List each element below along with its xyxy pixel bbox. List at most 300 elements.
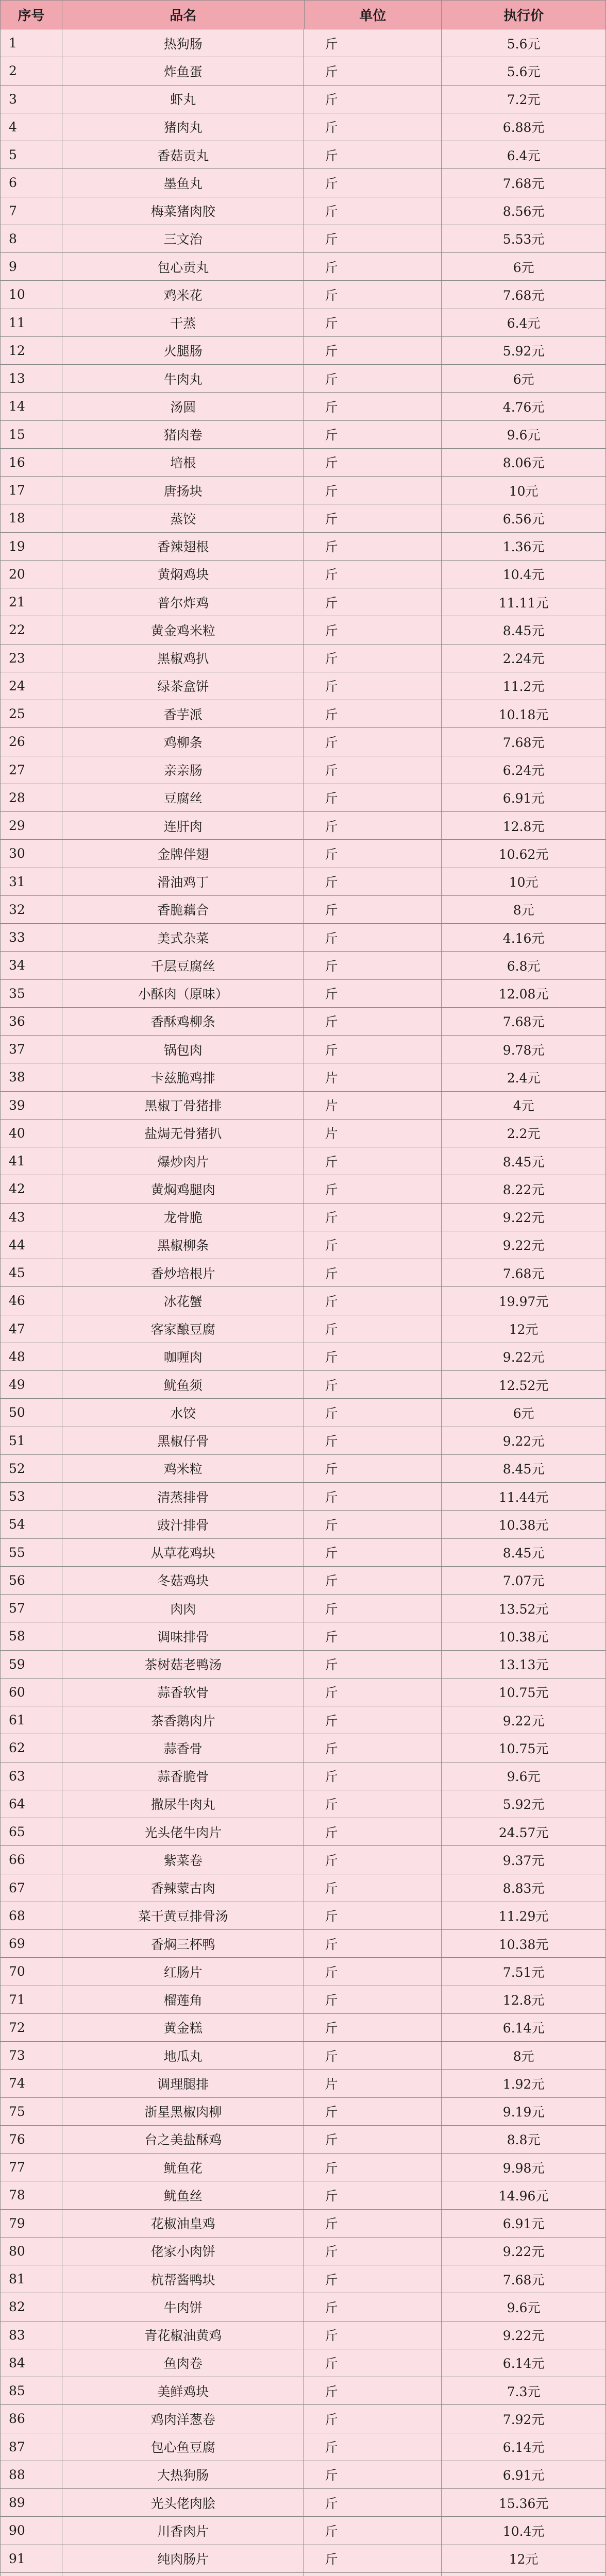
table-row bbox=[1, 2210, 606, 2238]
row-price: 6元 bbox=[442, 253, 606, 281]
row-item-name: 地瓜丸 bbox=[62, 2042, 305, 2070]
table-row bbox=[1, 365, 606, 393]
table-row bbox=[1, 2377, 606, 2405]
row-serial-number: 14 bbox=[1, 393, 62, 420]
row-unit: 斤 bbox=[304, 1790, 442, 1818]
row-serial-number: 50 bbox=[1, 1399, 62, 1427]
table-row bbox=[1, 756, 606, 784]
row-price: 9.22元 bbox=[442, 1706, 606, 1734]
table-row bbox=[1, 337, 606, 365]
table-row bbox=[1, 2517, 606, 2545]
row-item-name: 猪肉丸 bbox=[62, 113, 305, 141]
row-item-name: 菜干黄豆排骨汤 bbox=[62, 1902, 305, 1930]
row-serial-number: 17 bbox=[1, 477, 62, 504]
row-item-name bbox=[62, 2573, 305, 2576]
row-serial-number: 6 bbox=[1, 169, 62, 197]
table-row bbox=[1, 672, 606, 700]
row-item-name: 肉肉 bbox=[62, 1595, 305, 1622]
row-item-name: 纯肉肠片 bbox=[62, 2545, 305, 2573]
row-serial-number: 60 bbox=[1, 1679, 62, 1706]
row-item-name: 爆炒肉片 bbox=[62, 1147, 305, 1175]
row-serial-number: 57 bbox=[1, 1595, 62, 1622]
row-serial-number: 3 bbox=[1, 86, 62, 113]
row-price: 4.76元 bbox=[442, 393, 606, 420]
row-serial-number: 38 bbox=[1, 1063, 62, 1091]
row-serial-number: 44 bbox=[1, 1231, 62, 1259]
row-price: 4元 bbox=[442, 1092, 606, 1120]
row-item-name: 黑椒仔骨 bbox=[62, 1427, 305, 1455]
table-row bbox=[1, 1595, 606, 1622]
row-item-name: 黄金鸡米粒 bbox=[62, 616, 305, 644]
header-unit: 单位 bbox=[305, 1, 442, 29]
row-serial-number: 24 bbox=[1, 672, 62, 700]
row-price: 9.22元 bbox=[442, 2321, 606, 2349]
table-row bbox=[1, 1651, 606, 1679]
row-price: 8.06元 bbox=[442, 449, 606, 477]
row-price: 9.6元 bbox=[442, 2293, 606, 2321]
row-unit: 斤 bbox=[304, 561, 442, 588]
table-row bbox=[1, 2405, 606, 2433]
table-row bbox=[1, 2433, 606, 2461]
row-unit: 斤 bbox=[304, 1734, 442, 1762]
row-price: 6.56元 bbox=[442, 504, 606, 532]
row-item-name: 茶香鹅肉片 bbox=[62, 1706, 305, 1734]
row-serial-number: 16 bbox=[1, 449, 62, 477]
row-item-name: 花椒油皇鸡 bbox=[62, 2210, 305, 2238]
row-unit: 斤 bbox=[304, 2405, 442, 2433]
table-row bbox=[1, 1147, 606, 1175]
row-unit: 斤 bbox=[304, 533, 442, 561]
table-row bbox=[1, 2014, 606, 2042]
row-price: 6.8元 bbox=[442, 952, 606, 979]
row-serial-number: 76 bbox=[1, 2126, 62, 2154]
row-serial-number: 9 bbox=[1, 253, 62, 281]
row-unit: 斤 bbox=[304, 1147, 442, 1175]
table-row bbox=[1, 1231, 606, 1259]
row-price: 6.14元 bbox=[442, 2349, 606, 2377]
row-serial-number: 65 bbox=[1, 1818, 62, 1846]
row-unit: 斤 bbox=[304, 2517, 442, 2545]
row-unit: 斤 bbox=[304, 169, 442, 197]
row-serial-number: 70 bbox=[1, 1958, 62, 1986]
row-serial-number: 47 bbox=[1, 1315, 62, 1343]
row-item-name: 青花椒油黄鸡 bbox=[62, 2321, 305, 2349]
row-unit: 斤 bbox=[304, 225, 442, 253]
row-serial-number: 71 bbox=[1, 1986, 62, 2014]
row-serial-number: 63 bbox=[1, 1762, 62, 1790]
row-item-name: 包心鱼豆腐 bbox=[62, 2433, 305, 2461]
row-item-name: 美鲜鸡块 bbox=[62, 2377, 305, 2405]
row-price: 7.07元 bbox=[442, 1567, 606, 1595]
row-serial-number: 48 bbox=[1, 1343, 62, 1371]
row-serial-number: 86 bbox=[1, 2405, 62, 2433]
table-row bbox=[1, 645, 606, 672]
row-item-name: 黑椒鸡扒 bbox=[62, 645, 305, 672]
row-price: 2.4元 bbox=[442, 1063, 606, 1091]
row-item-name: 台之美盐酥鸡 bbox=[62, 2126, 305, 2154]
row-serial-number: 66 bbox=[1, 1846, 62, 1874]
row-item-name: 火腿肠 bbox=[62, 337, 305, 365]
row-item-name: 香酥鸡柳条 bbox=[62, 1008, 305, 1036]
row-unit: 斤 bbox=[304, 197, 442, 225]
row-serial-number: 75 bbox=[1, 2098, 62, 2126]
row-serial-number: 36 bbox=[1, 1008, 62, 1036]
row-serial-number: 40 bbox=[1, 1120, 62, 1147]
row-item-name: 金牌伴翅 bbox=[62, 840, 305, 868]
table-row bbox=[1, 2154, 606, 2181]
row-serial-number: 69 bbox=[1, 1930, 62, 1958]
row-serial-number: 28 bbox=[1, 784, 62, 812]
table-row bbox=[1, 253, 606, 281]
row-item-name: 锅包肉 bbox=[62, 1036, 305, 1063]
row-item-name: 豆腐丝 bbox=[62, 784, 305, 812]
row-serial-number: 21 bbox=[1, 588, 62, 616]
table-row bbox=[1, 1175, 606, 1203]
table-row bbox=[1, 812, 606, 840]
table-row bbox=[1, 924, 606, 952]
table-row bbox=[1, 197, 606, 225]
row-item-name: 盐焗无骨猪扒 bbox=[62, 1120, 305, 1147]
row-serial-number: 10 bbox=[1, 281, 62, 309]
row-item-name: 香辣蒙古肉 bbox=[62, 1874, 305, 1902]
row-item-name: 红肠片 bbox=[62, 1958, 305, 1986]
row-item-name: 蒸饺 bbox=[62, 504, 305, 532]
row-price: 13.13元 bbox=[442, 1651, 606, 1679]
row-unit: 斤 bbox=[304, 2433, 442, 2461]
row-serial-number: 52 bbox=[1, 1455, 62, 1483]
row-item-name: 培根 bbox=[62, 449, 305, 477]
row-unit: 斤 bbox=[304, 2210, 442, 2238]
table-row bbox=[1, 1874, 606, 1902]
row-serial-number: 7 bbox=[1, 197, 62, 225]
row-unit: 斤 bbox=[304, 980, 442, 1008]
row-serial-number: 19 bbox=[1, 533, 62, 561]
table-row bbox=[1, 1622, 606, 1650]
row-price: 8.56元 bbox=[442, 197, 606, 225]
row-price: 10.4元 bbox=[442, 2517, 606, 2545]
row-serial-number: 85 bbox=[1, 2377, 62, 2405]
row-item-name: 豉汁排骨 bbox=[62, 1511, 305, 1538]
row-unit: 斤 bbox=[304, 449, 442, 477]
row-serial-number: 56 bbox=[1, 1567, 62, 1595]
table-row bbox=[1, 1902, 606, 1930]
row-price: 6元 bbox=[442, 365, 606, 393]
row-unit: 斤 bbox=[304, 1930, 442, 1958]
row-serial-number: 8 bbox=[1, 225, 62, 253]
row-serial-number: 49 bbox=[1, 1371, 62, 1399]
row-unit: 斤 bbox=[304, 253, 442, 281]
row-item-name: 鸡米粒 bbox=[62, 1455, 305, 1483]
row-unit: 斤 bbox=[304, 1259, 442, 1287]
row-price: 10元 bbox=[442, 868, 606, 896]
row-price: 8.45元 bbox=[442, 1455, 606, 1483]
row-item-name: 鸡柳条 bbox=[62, 728, 305, 756]
row-unit: 斤 bbox=[304, 2042, 442, 2070]
row-price: 11.44元 bbox=[442, 1483, 606, 1511]
row-unit: 斤 bbox=[304, 1204, 442, 1231]
table-row bbox=[1, 1790, 606, 1818]
row-serial-number: 43 bbox=[1, 1204, 62, 1231]
row-unit: 斤 bbox=[304, 812, 442, 840]
row-serial-number: 26 bbox=[1, 728, 62, 756]
row-price: 7.68元 bbox=[442, 2265, 606, 2293]
table-row bbox=[1, 1120, 606, 1147]
row-unit: 斤 bbox=[304, 2349, 442, 2377]
row-unit: 斤 bbox=[304, 29, 442, 57]
row-price: 8.22元 bbox=[442, 1175, 606, 1203]
table-row bbox=[1, 1986, 606, 2014]
table-row bbox=[1, 980, 606, 1008]
row-price: 6.4元 bbox=[442, 141, 606, 169]
row-serial-number: 61 bbox=[1, 1706, 62, 1734]
table-body bbox=[1, 29, 606, 2576]
row-serial-number: 90 bbox=[1, 2517, 62, 2545]
row-item-name: 普尔炸鸡 bbox=[62, 588, 305, 616]
row-serial-number: 64 bbox=[1, 1790, 62, 1818]
row-price: 7.68元 bbox=[442, 1008, 606, 1036]
table-row bbox=[1, 29, 606, 57]
row-item-name: 香菇贡丸 bbox=[62, 141, 305, 169]
table-row bbox=[1, 1818, 606, 1846]
row-price: 2.24元 bbox=[442, 645, 606, 672]
table-row bbox=[1, 1092, 606, 1120]
row-unit: 片 bbox=[304, 1120, 442, 1147]
row-serial-number: 74 bbox=[1, 2070, 62, 2097]
row-price: 7.51元 bbox=[442, 1958, 606, 1986]
row-unit: 斤 bbox=[304, 309, 442, 337]
table-row bbox=[1, 1036, 606, 1063]
row-unit: 斤 bbox=[304, 672, 442, 700]
row-serial-number: 77 bbox=[1, 2154, 62, 2181]
table-row bbox=[1, 1930, 606, 1958]
row-serial-number: 41 bbox=[1, 1147, 62, 1175]
row-unit: 斤 bbox=[304, 1986, 442, 2014]
table-row bbox=[1, 421, 606, 449]
table-row bbox=[1, 1343, 606, 1371]
row-unit: 斤 bbox=[304, 2154, 442, 2181]
row-serial-number: 22 bbox=[1, 616, 62, 644]
row-item-name: 黄焖鸡块 bbox=[62, 561, 305, 588]
table-row bbox=[1, 1706, 606, 1734]
row-item-name: 蒜香骨 bbox=[62, 1734, 305, 1762]
row-price: 12元 bbox=[442, 2545, 606, 2573]
row-price: 9.78元 bbox=[442, 1036, 606, 1063]
row-unit: 斤 bbox=[304, 588, 442, 616]
row-price: 1.36元 bbox=[442, 533, 606, 561]
table-row bbox=[1, 533, 606, 561]
row-price: 10元 bbox=[442, 477, 606, 504]
row-unit: 斤 bbox=[304, 1511, 442, 1538]
row-serial-number: 58 bbox=[1, 1622, 62, 1650]
row-unit: 斤 bbox=[304, 1455, 442, 1483]
row-serial-number: 84 bbox=[1, 2349, 62, 2377]
table-row bbox=[1, 2126, 606, 2154]
row-serial-number: 83 bbox=[1, 2321, 62, 2349]
row-unit: 斤 bbox=[304, 1008, 442, 1036]
row-price: 6.91元 bbox=[442, 2461, 606, 2489]
table-row bbox=[1, 896, 606, 924]
row-unit: 斤 bbox=[304, 1567, 442, 1595]
row-item-name: 鱿鱼花 bbox=[62, 2154, 305, 2181]
row-item-name: 冬菇鸡块 bbox=[62, 1567, 305, 1595]
row-item-name: 鸡米花 bbox=[62, 281, 305, 309]
row-unit: 斤 bbox=[304, 2461, 442, 2489]
row-item-name: 连肝肉 bbox=[62, 812, 305, 840]
table-row bbox=[1, 1734, 606, 1762]
row-serial-number: 20 bbox=[1, 561, 62, 588]
row-item-name: 鱿鱼须 bbox=[62, 1371, 305, 1399]
table-row bbox=[1, 1259, 606, 1287]
table-row bbox=[1, 86, 606, 113]
row-serial-number: 45 bbox=[1, 1259, 62, 1287]
table-row bbox=[1, 840, 606, 868]
table-row bbox=[1, 616, 606, 644]
row-price: 8元 bbox=[442, 896, 606, 924]
row-serial-number: 1 bbox=[1, 29, 62, 57]
row-unit: 斤 bbox=[304, 2321, 442, 2349]
row-unit: 斤 bbox=[304, 2545, 442, 2573]
row-price: 6.88元 bbox=[442, 113, 606, 141]
row-serial-number: 30 bbox=[1, 840, 62, 868]
row-unit: 斤 bbox=[304, 1622, 442, 1650]
row-item-name: 梅菜猪肉胶 bbox=[62, 197, 305, 225]
table-row bbox=[1, 1567, 606, 1595]
row-item-name: 鸡肉洋葱卷 bbox=[62, 2405, 305, 2433]
row-price: 19.97元 bbox=[442, 1287, 606, 1315]
row-item-name: 清蒸排骨 bbox=[62, 1483, 305, 1511]
row-item-name: 美式杂菜 bbox=[62, 924, 305, 952]
row-item-name: 水饺 bbox=[62, 1399, 305, 1427]
row-item-name: 卡兹脆鸡排 bbox=[62, 1063, 305, 1091]
row-unit: 斤 bbox=[304, 1846, 442, 1874]
row-unit: 斤 bbox=[304, 2265, 442, 2293]
row-price: 14.96元 bbox=[442, 2181, 606, 2209]
row-serial-number: 29 bbox=[1, 812, 62, 840]
row-item-name: 香炒培根片 bbox=[62, 1259, 305, 1287]
row-price: 10.18元 bbox=[442, 700, 606, 728]
row-unit: 斤 bbox=[304, 1175, 442, 1203]
table-header-row bbox=[1, 1, 606, 29]
row-unit: 斤 bbox=[304, 1762, 442, 1790]
row-serial-number: 78 bbox=[1, 2181, 62, 2209]
table-row bbox=[1, 561, 606, 588]
row-price: 6.14元 bbox=[442, 2433, 606, 2461]
row-price: 7.92元 bbox=[442, 2405, 606, 2433]
table-row bbox=[1, 1539, 606, 1567]
row-item-name: 佬家小肉饼 bbox=[62, 2238, 305, 2265]
row-serial-number: 31 bbox=[1, 868, 62, 896]
row-serial-number: 55 bbox=[1, 1539, 62, 1567]
row-price: 5.6元 bbox=[442, 29, 606, 57]
table-row bbox=[1, 225, 606, 253]
row-unit: 斤 bbox=[304, 421, 442, 449]
row-serial-number: 37 bbox=[1, 1036, 62, 1063]
row-unit: 斤 bbox=[304, 840, 442, 868]
row-item-name: 蒜香软骨 bbox=[62, 1679, 305, 1706]
row-unit: 斤 bbox=[304, 868, 442, 896]
table-row bbox=[1, 1371, 606, 1399]
row-price: 12元 bbox=[442, 1315, 606, 1343]
table-row bbox=[1, 1399, 606, 1427]
row-serial-number: 32 bbox=[1, 896, 62, 924]
row-price: 9.22元 bbox=[442, 1343, 606, 1371]
row-unit: 斤 bbox=[304, 1399, 442, 1427]
row-serial-number: 54 bbox=[1, 1511, 62, 1538]
table-row bbox=[1, 1287, 606, 1315]
row-serial-number: 42 bbox=[1, 1175, 62, 1203]
row-serial-number: 13 bbox=[1, 365, 62, 393]
row-unit: 斤 bbox=[304, 477, 442, 504]
row-item-name: 猪肉卷 bbox=[62, 421, 305, 449]
row-price: 9.98元 bbox=[442, 2154, 606, 2181]
row-item-name: 冰花蟹 bbox=[62, 1287, 305, 1315]
row-serial-number: 91 bbox=[1, 2545, 62, 2573]
row-item-name: 咖喱肉 bbox=[62, 1343, 305, 1371]
row-item-name: 鱿鱼丝 bbox=[62, 2181, 305, 2209]
header-serial-number: 序号 bbox=[1, 1, 62, 29]
table-row bbox=[1, 504, 606, 532]
row-price: 12.8元 bbox=[442, 1986, 606, 2014]
row-price: 5.6元 bbox=[442, 57, 606, 85]
table-row bbox=[1, 2461, 606, 2489]
row-unit: 斤 bbox=[304, 924, 442, 952]
row-item-name: 香焖三杯鸭 bbox=[62, 1930, 305, 1958]
row-item-name: 大热狗肠 bbox=[62, 2461, 305, 2489]
row-price: 10.38元 bbox=[442, 1930, 606, 1958]
row-unit: 斤 bbox=[304, 281, 442, 309]
table-row bbox=[1, 2545, 606, 2573]
row-item-name: 包心贡丸 bbox=[62, 253, 305, 281]
row-price: 1.92元 bbox=[442, 2070, 606, 2097]
row-price: 9.37元 bbox=[442, 1846, 606, 1874]
row-unit: 斤 bbox=[304, 1371, 442, 1399]
row-item-name: 黄金糕 bbox=[62, 2014, 305, 2042]
row-price: 11.11元 bbox=[442, 588, 606, 616]
row-unit: 片 bbox=[304, 1092, 442, 1120]
row-unit: 斤 bbox=[304, 1036, 442, 1063]
row-serial-number: 82 bbox=[1, 2293, 62, 2321]
table-row bbox=[1, 309, 606, 337]
row-price: 7.2元 bbox=[442, 86, 606, 113]
row-serial-number: 68 bbox=[1, 1902, 62, 1930]
row-serial-number: 23 bbox=[1, 645, 62, 672]
table-row bbox=[1, 57, 606, 85]
row-item-name: 黄焖鸡腿肉 bbox=[62, 1175, 305, 1203]
row-item-name: 鱼肉卷 bbox=[62, 2349, 305, 2377]
row-price: 9.22元 bbox=[442, 1427, 606, 1455]
row-item-name: 客家酿豆腐 bbox=[62, 1315, 305, 1343]
row-serial-number: 35 bbox=[1, 980, 62, 1008]
row-price: 10.38元 bbox=[442, 1511, 606, 1538]
row-unit: 斤 bbox=[304, 784, 442, 812]
row-item-name: 绿茶盒饼 bbox=[62, 672, 305, 700]
row-price: 15.36元 bbox=[442, 2489, 606, 2517]
row-unit bbox=[304, 2573, 442, 2576]
row-item-name: 干蒸 bbox=[62, 309, 305, 337]
header-item-name: 品名 bbox=[62, 1, 305, 29]
table-row bbox=[1, 1315, 606, 1343]
row-price: 4.16元 bbox=[442, 924, 606, 952]
row-price: 6.91元 bbox=[442, 784, 606, 812]
table-row bbox=[1, 952, 606, 979]
table-row bbox=[1, 784, 606, 812]
row-price: 7.3元 bbox=[442, 2377, 606, 2405]
row-serial-number: 4 bbox=[1, 113, 62, 141]
row-unit: 斤 bbox=[304, 2238, 442, 2265]
row-item-name: 调理腿排 bbox=[62, 2070, 305, 2097]
row-unit: 斤 bbox=[304, 2377, 442, 2405]
table-row bbox=[1, 477, 606, 504]
